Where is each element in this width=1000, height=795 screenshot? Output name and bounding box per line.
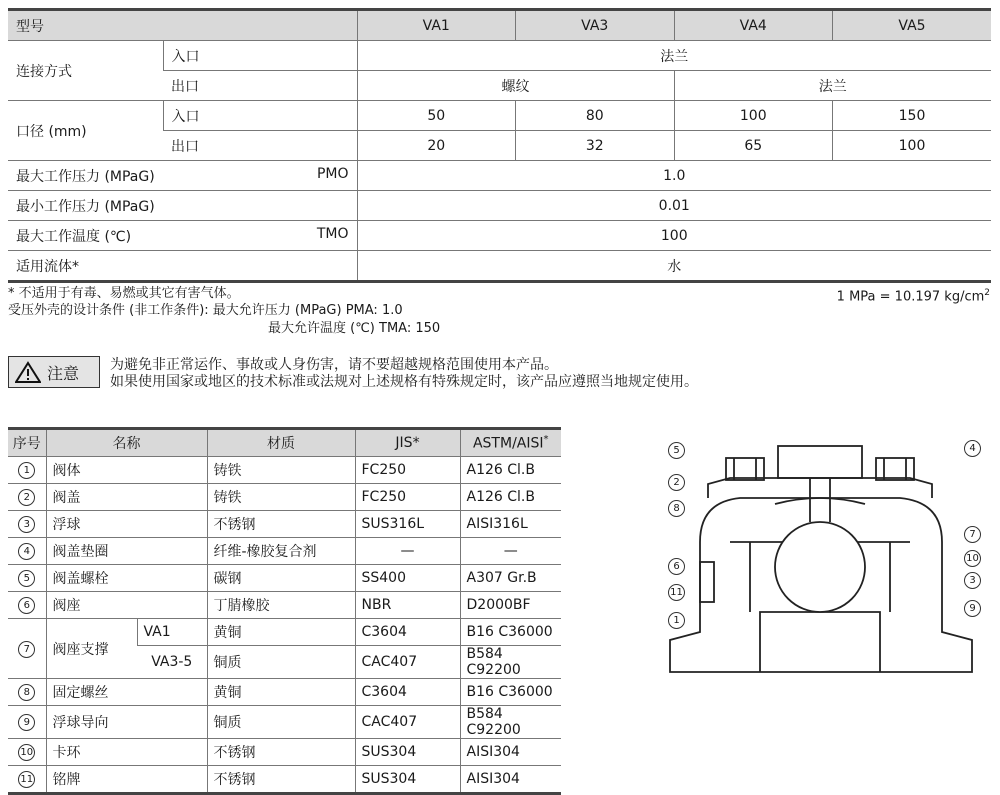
caution-text: [110, 357, 698, 391]
max-temp-row: [8, 221, 991, 251]
table-row: [8, 706, 561, 739]
max-pressure-value: 1.0: [357, 161, 991, 191]
fluid-row: [8, 251, 991, 282]
callout-7: 7: [964, 526, 981, 543]
model-va4: VA4: [674, 10, 833, 41]
table-row: [8, 679, 561, 706]
part-material: 碳钢: [207, 565, 355, 592]
table-row: [8, 511, 561, 538]
part-material: 铸铁: [207, 457, 355, 484]
part-material: 纤维-橡胶复合剂: [207, 538, 355, 565]
diameter-label: 口径 (mm): [8, 101, 163, 161]
diameter-outlet-va4: 65: [674, 131, 833, 161]
callout-1: 1: [668, 612, 685, 629]
parts-header-material: 材质: [207, 429, 355, 457]
part-name: 浮球导向: [46, 706, 207, 739]
parts-header-no: 序号: [8, 429, 46, 457]
part-number: 7: [18, 641, 35, 658]
part-number: 3: [18, 516, 35, 533]
callout-11: 11: [668, 584, 685, 601]
spec-table: [8, 8, 991, 283]
part-name: 铭牌: [46, 766, 207, 794]
part-astm: B584 C92200: [460, 646, 561, 679]
spec-header-row: [8, 10, 991, 41]
part-astm: A307 Gr.B: [460, 565, 561, 592]
caution-badge: [8, 356, 100, 388]
max-pressure-row: [8, 161, 991, 191]
model-label: 型号: [8, 10, 357, 41]
max-pressure-label-cell: [8, 161, 357, 191]
diameter-inlet-va4: 100: [674, 101, 833, 131]
part-astm: AISI316L: [460, 511, 561, 538]
part-jis: CAC407: [355, 706, 460, 739]
design-condition-line1: 受压外壳的设计条件 (非工作条件): 最大允许压力 (MPaG) PMA: 1.0: [8, 303, 403, 318]
max-temp-label-cell: [8, 221, 357, 251]
connection-label: 连接方式: [8, 41, 163, 101]
caution-line1: 为避免非正常运作、事故或人身伤害，请不要超越规格范围使用本产品。: [110, 357, 558, 373]
part-name: 阀盖垫圈: [46, 538, 207, 565]
parts-header-row: [8, 429, 561, 457]
part-variant: VA1: [137, 619, 207, 646]
connection-outlet-thread: 螺纹: [357, 71, 674, 101]
diameter-inlet-label: 入口: [163, 101, 357, 131]
model-va5: VA5: [833, 10, 992, 41]
part-variant: VA3-5: [137, 646, 207, 679]
diameter-outlet-label: 出口: [163, 131, 357, 161]
fluid-value: 水: [357, 251, 991, 282]
table-row: [8, 619, 561, 646]
connection-outlet-label: 出口: [163, 71, 357, 101]
part-name: 阀座支撑: [46, 619, 137, 679]
callout-9: 9: [964, 600, 981, 617]
diameter-outlet-va5: 100: [833, 131, 992, 161]
max-pressure-label: 最大工作压力 (MPaG): [16, 168, 155, 185]
table-row: [8, 766, 561, 794]
part-name: 卡环: [46, 739, 207, 766]
min-pressure-value: 0.01: [357, 191, 991, 221]
valve-cross-section-diagram: [660, 432, 992, 680]
part-jis: —: [355, 538, 460, 565]
part-name: 阀体: [46, 457, 207, 484]
table-row: [8, 565, 561, 592]
part-name: 阀座: [46, 592, 207, 619]
part-astm: A126 Cl.B: [460, 457, 561, 484]
min-pressure-row: [8, 191, 991, 221]
part-number: 2: [18, 489, 35, 506]
part-number: 4: [18, 543, 35, 560]
connection-inlet-value: 法兰: [357, 41, 991, 71]
caution-label: 注意: [47, 363, 80, 383]
part-jis: SS400: [355, 565, 460, 592]
max-temp-value: 100: [357, 221, 991, 251]
diameter-inlet-va3: 80: [516, 101, 675, 131]
part-astm: B16 C36000: [460, 619, 561, 646]
part-material: 不锈钢: [207, 739, 355, 766]
callout-5: 5: [668, 442, 685, 459]
part-number: 10: [18, 744, 35, 761]
connection-inlet-row: [8, 41, 991, 71]
callout-10: 10: [964, 550, 981, 567]
part-number: 1: [18, 462, 35, 479]
part-name: 浮球: [46, 511, 207, 538]
min-pressure-label: 最小工作压力 (MPaG): [8, 191, 357, 221]
part-name: 阀盖螺栓: [46, 565, 207, 592]
callout-2: 2: [668, 474, 685, 491]
part-astm: —: [460, 538, 561, 565]
part-material: 铸铁: [207, 484, 355, 511]
part-astm: B16 C36000: [460, 679, 561, 706]
connection-inlet-label: 入口: [163, 41, 357, 71]
table-row: [8, 538, 561, 565]
warning-triangle-icon: [15, 361, 41, 384]
max-pressure-symbol: PMO: [316, 165, 349, 182]
part-number: 9: [18, 714, 35, 731]
part-jis: SUS304: [355, 739, 460, 766]
diameter-inlet-row: [8, 101, 991, 131]
callout-3: 3: [964, 572, 981, 589]
connection-outlet-flange: 法兰: [674, 71, 991, 101]
footnote: * 不适用于有毒、易燃或其它有害气体。: [8, 286, 240, 301]
part-jis: NBR: [355, 592, 460, 619]
part-name: 固定螺丝: [46, 679, 207, 706]
part-number: 11: [18, 771, 35, 788]
unit-conversion: 1 MPa = 10.197 $kg/cm^2$: [836, 288, 990, 305]
diameter-inlet-va5: 150: [833, 101, 992, 131]
part-jis: CAC407: [355, 646, 460, 679]
part-jis: SUS316L: [355, 511, 460, 538]
part-name: 阀盖: [46, 484, 207, 511]
parts-header-astm: ASTM/AISI*: [460, 429, 561, 457]
part-jis: C3604: [355, 619, 460, 646]
parts-table: [8, 427, 561, 795]
table-row: [8, 457, 561, 484]
part-material: 不锈钢: [207, 766, 355, 794]
callout-8: 8: [668, 500, 685, 517]
max-temp-symbol: TMO: [316, 225, 349, 242]
diameter-outlet-va3: 32: [516, 131, 675, 161]
part-material: 铜质: [207, 706, 355, 739]
design-condition-line2: 最大允许温度 (℃) TMA: 150: [268, 321, 441, 336]
part-material: 不锈钢: [207, 511, 355, 538]
part-jis: SUS304: [355, 766, 460, 794]
table-row: [8, 739, 561, 766]
callout-4: 4: [964, 440, 981, 457]
part-jis: FC250: [355, 457, 460, 484]
parts-header-jis: JIS*: [355, 429, 460, 457]
callout-6: 6: [668, 558, 685, 575]
part-astm: A126 Cl.B: [460, 484, 561, 511]
caution-line2: 如果使用国家或地区的技术标准或法规对上述规格有特殊规定时，该产品应遵照当地规定使用。: [110, 374, 698, 390]
diameter-outlet-va1: 20: [357, 131, 516, 161]
part-material: 黄铜: [207, 679, 355, 706]
part-astm: AISI304: [460, 739, 561, 766]
part-jis: FC250: [355, 484, 460, 511]
fluid-label: 适用流体*: [8, 251, 357, 282]
diameter-inlet-va1: 50: [357, 101, 516, 131]
part-astm: AISI304: [460, 766, 561, 794]
table-row: [8, 592, 561, 619]
part-material: 铜质: [207, 646, 355, 679]
max-temp-label: 最大工作温度 (℃): [16, 228, 132, 245]
part-material: 丁腈橡胶: [207, 592, 355, 619]
table-row: [8, 484, 561, 511]
parts-header-name: 名称: [46, 429, 207, 457]
part-astm: D2000BF: [460, 592, 561, 619]
part-astm: B584 C92200: [460, 706, 561, 739]
part-number: 8: [18, 684, 35, 701]
model-va1: VA1: [357, 10, 516, 41]
model-va3: VA3: [516, 10, 675, 41]
part-number: 5: [18, 570, 35, 587]
part-number: 6: [18, 597, 35, 614]
part-material: 黄铜: [207, 619, 355, 646]
part-jis: C3604: [355, 679, 460, 706]
